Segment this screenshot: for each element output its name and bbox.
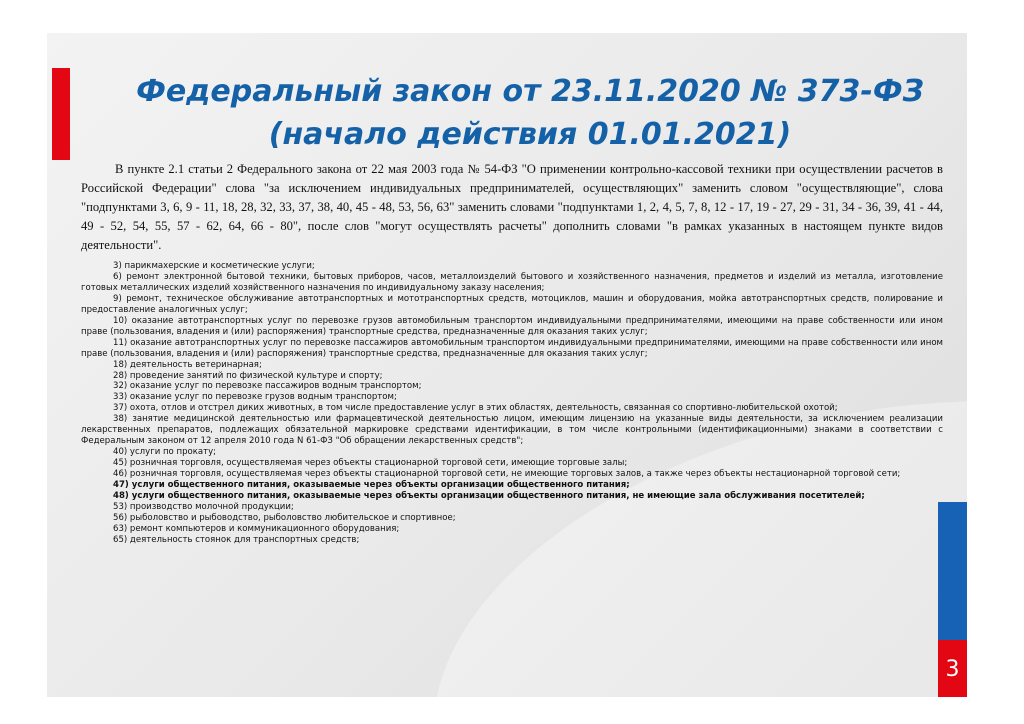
list-item: 46) розничная торговля, осуществляемая через объекты стационарной торговой сети, не имеющие торговых залов, а также через объекты нестационарной торговой сети;	[113, 469, 901, 480]
list-item: 37) охота, отлов и отстрел диких животных, в том числе предоставление услуг в этих областях, деятельность, связанная со спортивно-любительской охотой;	[113, 403, 838, 414]
red-accent-bar	[52, 68, 70, 160]
title-line-1: Федеральный закон от 23.11.2020 № 373-ФЗ	[136, 74, 924, 109]
list-item: 38) занятие медицинской деятельностью или фармацевтической деятельностью лицом, имеющим лицензию на указанные виды деятельности, за исключением реализации лекарственных препаратов, подлежащих обязательной маркировке средствами идентификации, в том числе контрольными (идентификационными) знаками в соответствии с Федеральным законом от 12 апреля 2010 года N 61-ФЗ "Об обращении лекарственных средств";	[81, 414, 943, 447]
list-item: 11) оказание автотранспортных услуг по перевозке пассажиров автомобильным транспортом индивидуальными предпринимателями, имеющими на праве собственности или ином праве (пользования, владения и (или) распоряжения) транспортные средства, предназначенные для оказания таких услуг;	[81, 337, 943, 359]
list-item: 65) деятельность стоянок для транспортных средств;	[113, 534, 360, 545]
slide-number: 3	[945, 657, 960, 682]
list-item: 28) проведение занятий по физической культуре и спорту;	[113, 370, 383, 381]
title-line-2: (начало действия 01.01.2021)	[268, 117, 792, 152]
amendment-list	[81, 261, 943, 546]
list-item: 53) производство молочной продукции;	[113, 501, 294, 512]
list-item: 18) деятельность ветеринарная;	[113, 359, 262, 370]
list-item: 40) услуги по прокату;	[113, 447, 217, 458]
list-item: 9) ремонт, техническое обслуживание автотранспортных и мототранспортных средств, мотоциклов, машин и оборудования, мойка автотранспортных средств, полирование и предоставление аналогичных услуг;	[81, 293, 943, 315]
slide-title	[100, 70, 960, 156]
list-item: 47) услуги общественного питания, оказываемые через объекты организации общественного питания;	[113, 480, 630, 491]
list-item: 33) оказание услуг по перевозке грузов водным транспортом;	[113, 392, 397, 403]
list-item: 6) ремонт электронной бытовой техники, бытовых приборов, часов, металлоизделий бытового и хозяйственного назначения, предметов и изделий из металла, изготовление готовых металлических изделий хозяйственного назначения по индивидуальному заказу населения;	[81, 271, 943, 293]
intro-paragraph: В пункте 2.1 статьи 2 Федерального закона от 22 мая 2003 года № 54-ФЗ "О применении контрольно-кассовой техники при осуществлении расчетов в Российской Федерации" слова "за исключением индивидуальных предпринимателей, осуществляющих" заменить словом "осуществляющие", слова "подпунктами 3, 6, 9 - 11, 18, 28, 32, 33, 37, 38, 40, 45 - 48, 53, 56, 63" заменить словами "подпунктами 1, 2, 4, 5, 7, 8, 12 - 17, 19 - 27, 29 - 31, 34 - 36, 39, 41 - 44, 49 - 52, 54, 55, 57 - 62, 64, 66 - 80", после слов "могут осуществлять расчеты" дополнить словами "в рамках указанных в настоящем пункте видов деятельности".	[81, 162, 943, 252]
list-item: 3) парикмахерские и косметические услуги;	[113, 261, 315, 271]
list-item: 56) рыболовство и рыбоводство, рыболовство любительское и спортивное;	[113, 512, 456, 523]
list-item: 45) розничная торговля, осуществляемая через объекты стационарной торговой сети, имеющие торговые залы;	[113, 458, 628, 469]
list-item: 48) услуги общественного питания, оказываемые через объекты организации общественного питания, не имеющие зала обслуживания посетителей;	[113, 491, 865, 502]
list-item: 10) оказание автотранспортных услуг по перевозке грузов автомобильным транспортом индивидуальными предпринимателями, имеющими на праве собственности или ином праве (пользования, владения и (или) распоряжения) транспортные средства, предназначенные для оказания таких услуг;	[81, 315, 943, 337]
list-item: 63) ремонт компьютеров и коммуникационного оборудования;	[113, 523, 400, 534]
list-item: 32) оказание услуг по перевозке пассажиров водным транспортом;	[113, 381, 422, 392]
